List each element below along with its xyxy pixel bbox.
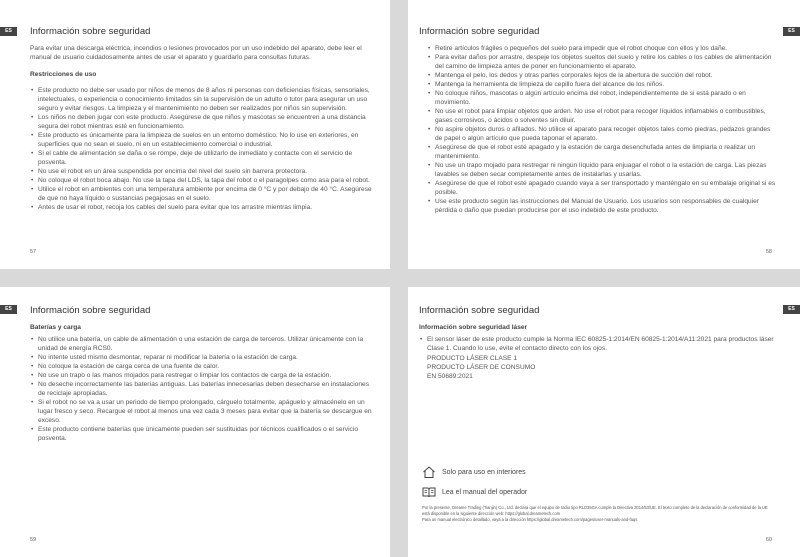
- laser-label: PRODUCTO LÁSER DE CONSUMO: [427, 364, 536, 371]
- section-heading: Baterías y carga: [30, 324, 81, 331]
- page-57: [0, 0, 390, 269]
- list-item: • No use el robot para limpiar objetos que arden. No use el robot para recoger líquidos inflamables o combustibles, gases corrosivos, o ácidos o solventes sin diluir.: [435, 107, 776, 125]
- page-body: [30, 323, 376, 443]
- list-item: • Asegúrese de que el robot esté apagado cuando vaya a ser transportado y manténgalo en su embalaje original si es posible.: [435, 179, 776, 197]
- page-number: 57: [30, 249, 37, 255]
- safety-list: [427, 44, 776, 215]
- section-heading: Restricciones de uso: [30, 71, 97, 78]
- list-item: • No coloque niños, mascotas o algún artículo encima del robot, independientemente de si está parado o en movimiento.: [435, 89, 776, 107]
- page-title: Información sobre seguridad: [30, 305, 151, 316]
- laser-labels: [427, 354, 776, 381]
- list-item: • Use este producto según las instrucciones del Manual de Usuario. Los usuarios son responsables de cualquier pérdida o daño que puedan producirse por el uso indebido de este producto.: [435, 197, 776, 215]
- page-59: [0, 287, 390, 557]
- list-item: • No use un trapo mojado para restregar ni ningún líquido para enjuagar el robot o la estación de carga. Las piezas lavables se deben secar completamente antes de instalarlas y usarlas.: [435, 161, 776, 179]
- section-heading: Información sobre seguridad láser: [419, 324, 528, 331]
- safety-list: [30, 86, 376, 212]
- manual-label: Lea el manual del operador: [442, 488, 528, 496]
- language-tab: ES: [0, 27, 17, 36]
- manual-indicator: [422, 486, 527, 498]
- list-item: • Para evitar daños por arrastre, despeje los objetos sueltos del suelo y retire los cables o los cables de alimentación del camino de limpieza antes de poner en funcionamiento el aparato.: [435, 53, 776, 71]
- footnote: [422, 505, 772, 522]
- page-number: 58: [765, 249, 772, 255]
- laser-label: EN 50689:2021: [427, 373, 473, 380]
- list-item: • Asegúrese de que el robot esté apagado y la estación de carga desenchufada antes de limpiarla o realizar un mantenimiento.: [435, 143, 776, 161]
- list-item: • Los niños no deben jugar con este producto. Asegúrese de que niños y mascotas se encuentren a una distancia segura del robot mientras esté en funcionamiento.: [38, 113, 376, 131]
- list-item: • No coloque la estación de carga cerca de una fuente de calor.: [38, 362, 376, 371]
- page-title: Información sobre seguridad: [30, 26, 151, 37]
- language-tab: ES: [783, 27, 800, 36]
- intro-paragraph: Para evitar una descarga eléctrica, incendios o lesiones provocados por un uso indebido del aparato, debe leer el manual de usuario cuidadosamente antes de usar el aparato y guardarlo para consultas futuras.: [30, 45, 362, 61]
- house-icon: [422, 465, 436, 479]
- page-58: [408, 0, 800, 269]
- battery-list: [30, 335, 376, 443]
- language-tab: ES: [783, 305, 800, 314]
- list-item: • Si el robot no se va a usar un periodo de tiempo prolongado, cárguelo totalmente, apáguelo y almacénelo en un lugar fresco y seco. Recargue el robot al menos una vez cada 3 meses para evitar que la batería se descargue en exceso.: [38, 398, 376, 425]
- list-item: • No use el robot en un área suspendida por encima del nivel del suelo sin barrera protectora.: [38, 167, 376, 176]
- list-item: • Utilice el robot en ambientes con una temperatura ambiente por encima de 0 °C y por debajo de 40 °C. Asegúrese de que no haya líquido o sustancias pegajosas en el suelo.: [38, 185, 376, 203]
- page-number: 60: [765, 537, 772, 543]
- list-item: • Mantenga la herramienta de limpieza de cepillo fuera del alcance de los niños.: [435, 80, 776, 89]
- laser-statement: El sensor láser de este producto cumple la Norma IEC 60825-1:2014/EN 60825-1:2014/A11:2021 para productos láser Clase 1. Cuando lo use, evite el contacto directo con los ojos.: [427, 336, 774, 352]
- list-item: • Retire artículos frágiles o pequeños del suelo para impedir que el robot choque con ellos y los dañe.: [435, 44, 776, 53]
- list-item: • No coloque el robot boca abajo. No use la tapa del LDS, la tapa del robot o el paragolpes como asa para el robot.: [38, 176, 376, 185]
- list-item: • Antes de usar el robot, recoja los cables del suelo para evitar que los arrastre mientras limpia.: [38, 203, 376, 212]
- indoor-use-indicator: [422, 465, 526, 479]
- declaration-note: Por la presente, Dreame Trading (Tianjin) Co., Ltd. declara que el equipo de radio tipo RLD35GA cumple la Directiva 2014/53/UE. El texto completo de la declaración de conformidad de la UE está disponible en la siguiente dirección web: https://global.dreametech.com: [422, 505, 768, 516]
- list-item: • Mantenga el pelo, los dedos y otras partes corporales lejos de la abertura de succión del robot.: [435, 71, 776, 80]
- list-item: • No deseche incorrectamente las baterías antiguas. Las baterías innecesarias deben desecharse en instalaciones de reciclaje apropiadas.: [38, 380, 376, 398]
- page-body: [427, 44, 776, 215]
- page-body: [30, 44, 376, 212]
- laser-label: PRODUCTO LÁSER CLASE 1: [427, 355, 518, 362]
- list-item: • Este producto es únicamente para la limpieza de suelos en un entorno doméstico. No lo use en exteriores, en superficies que no sean el suelo, ni en un establecimiento comercial o industrial.: [38, 131, 376, 149]
- language-tab: ES: [0, 305, 17, 314]
- page-title: Información sobre seguridad: [419, 26, 540, 37]
- list-item: • No aspire objetos duros o afilados. No utilice el aparato para recoger objetos tales como piedras, pedazos grandes de papel o algún artículo que pueda taponar el aparato.: [435, 125, 776, 143]
- indoor-label: Solo para uso en interiores: [442, 468, 526, 476]
- list-item: • Este producto no debe ser usado por niños de menos de 8 años ni personas con deficiencias físicas, sensoriales, intelectuales, o experiencia o conocimiento limitados sin la supervisión de un adulto o tutor para asegurar un uso seguro y evitar riesgos. La limpieza y el mantenimiento no deben ser realizados por niños sin supervisión.: [38, 86, 376, 113]
- list-item: • No use un trapo o las manos mojados para restregar o limpiar los contactos de carga de la estación.: [38, 371, 376, 380]
- manual-link-note: Para un manual electrónico detallado, vaya a la dirección https://global.dreametech.com/pages/user-manuals-and-faqs: [422, 516, 638, 522]
- list-item: • Este producto contiene baterías que únicamente pueden ser sustituidas por técnicos cualificados o el servicio posventa.: [38, 425, 376, 443]
- page-number: 59: [30, 537, 37, 543]
- book-icon: [422, 486, 436, 498]
- page-title: Información sobre seguridad: [419, 305, 540, 316]
- list-item: [427, 335, 776, 381]
- laser-list: [419, 335, 776, 381]
- list-item: • No intente usted mismo desmontar, reparar ni modificar la batería o la estación de carga.: [38, 353, 376, 362]
- page-body: [419, 323, 776, 381]
- list-item: • Si el cable de alimentación se daña o se rompe, deje de utilizarlo de inmediato y contacte con el servicio de posventa.: [38, 149, 376, 167]
- list-item: • No utilice una batería, un cable de alimentación o una estación de carga de terceros. Utilizar únicamente con la unidad de energía RCS0.: [38, 335, 376, 353]
